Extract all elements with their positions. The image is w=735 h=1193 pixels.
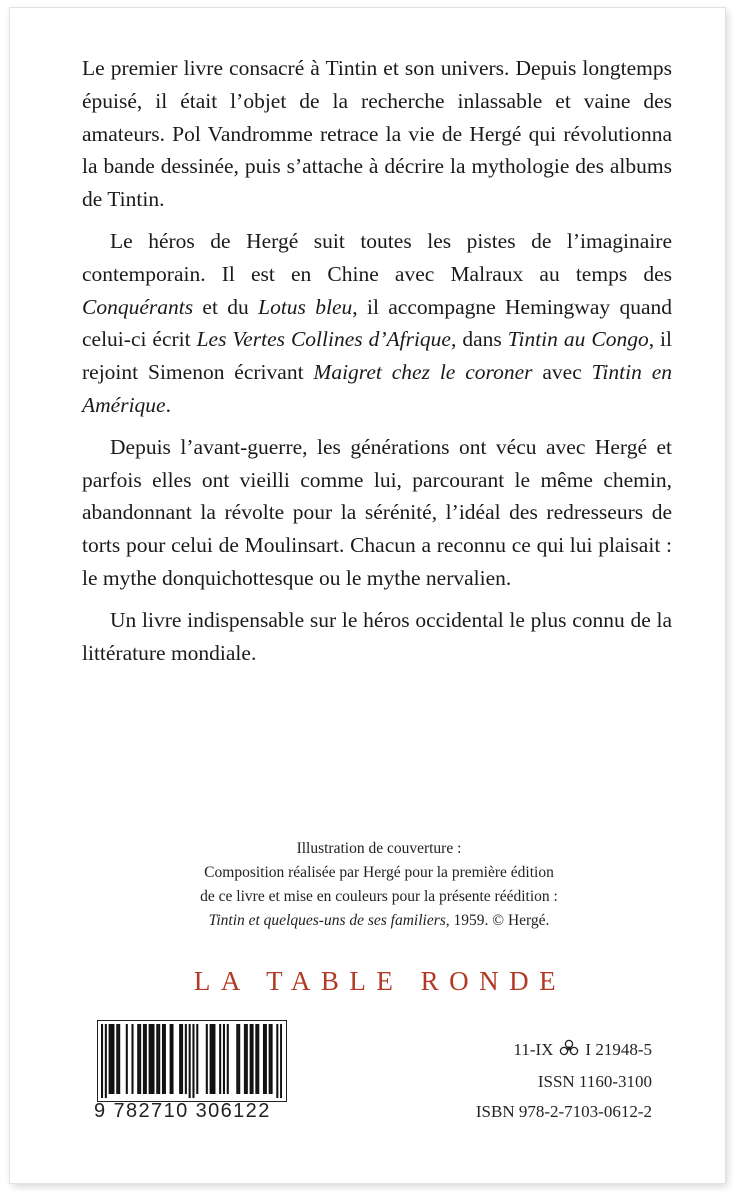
title-vertes-collines: Les Vertes Collines d’Afrique	[196, 327, 451, 352]
barcode-bar	[189, 1024, 191, 1098]
barcode-bar	[219, 1024, 221, 1094]
barcode-bar	[192, 1024, 194, 1098]
barcode-bar	[238, 1024, 240, 1094]
barcode-bar	[162, 1024, 164, 1094]
barcode-bar	[244, 1024, 246, 1094]
barcode-bar	[112, 1024, 114, 1094]
flower-ornament-icon	[559, 1037, 579, 1067]
title-tintin-en-amerique: Tintin en Amérique	[82, 360, 672, 417]
barcode-bar	[164, 1024, 166, 1094]
barcode-bar	[149, 1024, 151, 1094]
publisher-name: LA TABLE RONDE	[193, 966, 567, 996]
issn: ISSN 1160-3100	[537, 1072, 652, 1091]
barcode-bar	[116, 1024, 118, 1094]
back-cover	[10, 8, 725, 1183]
barcode-bar	[171, 1024, 173, 1094]
blurb-paragraph-4: Un livre indispensable sur le héros occidental le plus connu de la littérature mondiale.	[82, 607, 672, 665]
text-run: .	[165, 392, 171, 417]
barcode-bar	[271, 1024, 273, 1094]
barcode-frame	[97, 1020, 287, 1102]
barcode-bar	[105, 1024, 107, 1098]
barcode-bar	[118, 1024, 120, 1094]
barcode-bar	[145, 1024, 147, 1094]
barcode-bar	[223, 1024, 225, 1094]
barcode-bar	[139, 1024, 141, 1094]
blurb-paragraph-3: Depuis l’avant-guerre, les générations ont vécu avec Hergé et parfois elles ont vieilli comme lui, parcourant le même chemin, abandonnant la révolte pour la sérénité, l’idéal des redresseurs de torts pour celui de Moulinsart. Chacun a reconnu ce qui lui plaisait : le mythe donquichottesque ou le mythe nervalien.	[82, 434, 672, 590]
barcode-bar	[152, 1024, 154, 1094]
text-run: , il rejoint Simenon écrivant	[82, 327, 672, 385]
barcode-bar	[143, 1024, 145, 1094]
barcode-bar	[109, 1024, 111, 1094]
blurb-paragraph-2	[82, 225, 672, 422]
credit-line: Composition réalisée par Hergé pour la première édition	[204, 864, 554, 881]
barcode-bar	[276, 1024, 278, 1098]
barcode-bar	[181, 1024, 183, 1094]
barcode-bar	[255, 1024, 257, 1094]
text-run: avec	[532, 360, 592, 385]
text-run: , il accompagne Hemingway quand celui-ci écrit	[82, 294, 672, 352]
barcode-bar	[156, 1024, 158, 1094]
barcode-bar	[111, 1024, 113, 1094]
barcode-bar	[280, 1024, 282, 1098]
title-maigret: Maigret chez le coroner	[313, 360, 533, 385]
credit-copyright: , 1959. © Hergé.	[445, 912, 550, 929]
text-run: , dans	[450, 327, 508, 352]
credit-title: Tintin et quelques-uns de ses familiers	[208, 912, 446, 929]
text-run: Le héros de Hergé suit toutes les pistes de l’imaginaire contemporain. Il est en Chine avec Malraux au temps des	[82, 228, 672, 286]
barcode-bar	[206, 1024, 208, 1094]
barcode-bar	[196, 1024, 198, 1094]
barcode-bar	[131, 1024, 133, 1094]
catalog-number-row	[476, 1035, 652, 1067]
barcode-bar	[179, 1024, 181, 1094]
barcode-bar	[185, 1024, 187, 1094]
catalog-code-right: I 21948-5	[585, 1040, 652, 1059]
isbn: ISBN 978-2-7103-0612-2	[475, 1102, 652, 1121]
barcode-bar	[265, 1024, 267, 1094]
barcode-bar	[126, 1024, 128, 1094]
barcode-bar	[269, 1024, 271, 1094]
credit-line: Illustration de couverture :	[296, 840, 462, 857]
barcode-bar	[250, 1024, 252, 1094]
catalog-code-left: 11-IX	[513, 1040, 554, 1059]
barcode-bar	[158, 1024, 160, 1094]
barcode-bar	[236, 1024, 238, 1094]
barcode-bar	[246, 1024, 248, 1094]
credit-line	[70, 909, 688, 933]
title-lotus-bleu: Lotus bleu	[258, 294, 353, 319]
barcode-bar	[213, 1024, 215, 1094]
credit-line: de ce livre et mise en couleurs pour la présente réédition :	[200, 888, 558, 905]
barcode-bar	[227, 1024, 229, 1094]
barcode-bar	[252, 1024, 254, 1094]
barcode-bar	[151, 1024, 153, 1094]
blurb-text	[82, 52, 672, 678]
barcode-bar	[212, 1024, 214, 1094]
barcode	[94, 1020, 287, 1124]
text-run: et du	[193, 294, 259, 319]
title-tintin-au-congo: Tintin au Congo	[507, 327, 649, 352]
blurb-paragraph-1: Le premier livre consacré à Tintin et son univers. Depuis longtemps épuisé, il était l’objet de la recherche inlassable et vaine des amateurs. Pol Vandromme retrace la vie de Hergé qui révolutionna la bande dessinée, puis s’attache à décrire la mythologie des albums de Tintin.	[82, 56, 672, 212]
barcode-bars	[101, 1024, 282, 1098]
cover-illustration-credit	[70, 837, 688, 933]
title-conquerants: Conquérants	[82, 294, 194, 319]
barcode-bar	[170, 1024, 172, 1094]
barcode-bar	[101, 1024, 103, 1098]
barcode-bar	[257, 1024, 259, 1094]
barcode-bar	[137, 1024, 139, 1094]
barcode-bar	[210, 1024, 212, 1094]
barcode-digits: 9 782710 306122	[94, 1100, 271, 1122]
barcode-bar	[263, 1024, 265, 1094]
catalog-codes	[476, 1035, 652, 1127]
